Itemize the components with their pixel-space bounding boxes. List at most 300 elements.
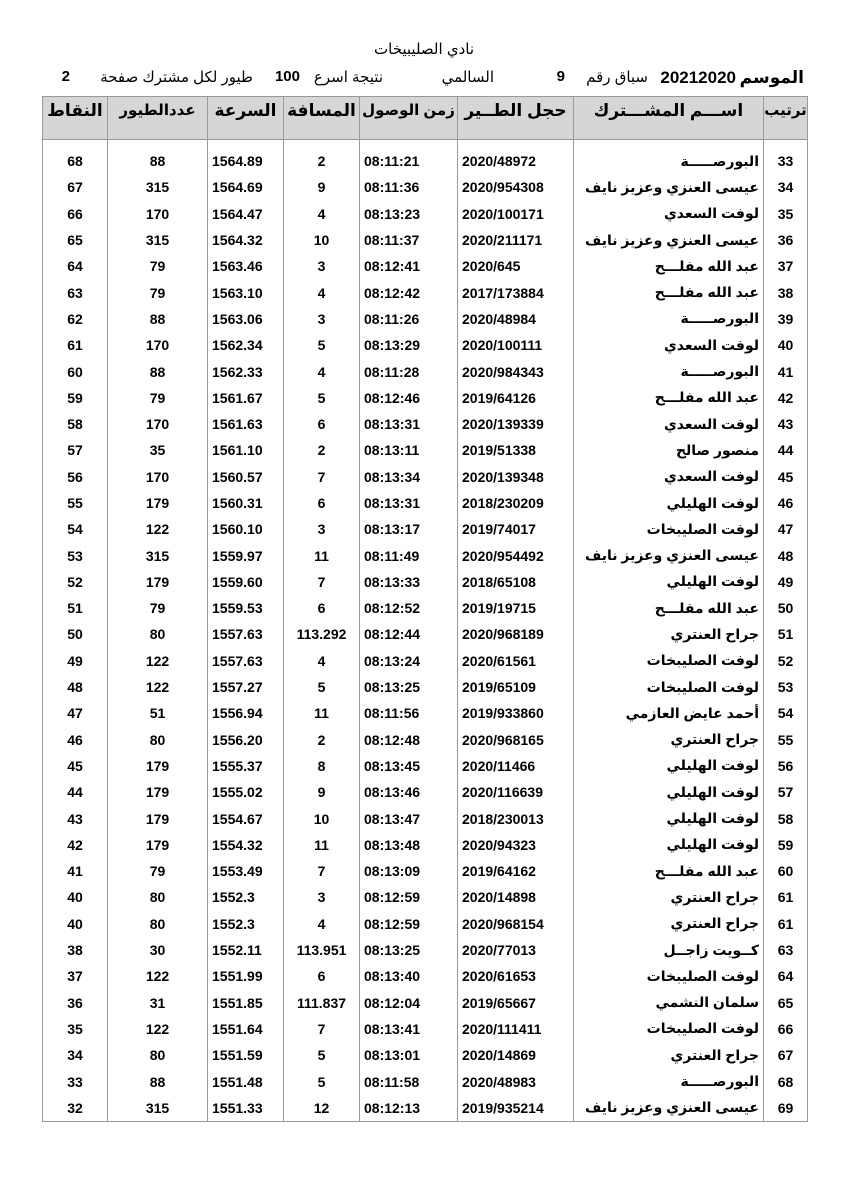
speed-cell: 1560.10 (208, 516, 284, 542)
rank-cell: 49 (764, 569, 808, 595)
distance-cell: 4 (284, 648, 360, 674)
participant-cell: لوفت الصليبخات (574, 674, 764, 700)
birds-cell: 170 (108, 201, 208, 227)
table-row (43, 753, 808, 779)
table-row (43, 174, 808, 200)
birds-cell: 79 (108, 253, 208, 279)
birds-cell: 122 (108, 1016, 208, 1042)
participant-cell: لوفت الهليلي (574, 490, 764, 516)
rank-cell: 42 (764, 385, 808, 411)
rank-cell: 35 (764, 201, 808, 227)
arrival-time-cell: 08:13:41 (360, 1016, 458, 1042)
points-cell: 60 (43, 358, 108, 384)
birds-cell: 80 (108, 621, 208, 647)
distance-cell: 3 (284, 253, 360, 279)
table-row (43, 937, 808, 963)
table-row (43, 569, 808, 595)
birds-count: 100 (274, 68, 300, 85)
points-cell: 58 (43, 411, 108, 437)
points-cell: 49 (43, 648, 108, 674)
participant-cell: عيسى العنزي وعزيز نايف (574, 174, 764, 200)
points-cell: 40 (43, 884, 108, 910)
birds-cell: 80 (108, 727, 208, 753)
ring-cell: 2020/48983 (458, 1068, 574, 1094)
distance-cell: 2 (284, 437, 360, 463)
ring-cell: 2020/968165 (458, 727, 574, 753)
rank-cell: 43 (764, 411, 808, 437)
speed-cell: 1563.06 (208, 306, 284, 332)
participant-cell: سلمان النشمي (574, 990, 764, 1016)
arrival-time-cell: 08:13:29 (360, 332, 458, 358)
column-header-points: النقاط (43, 97, 108, 140)
table-row (43, 621, 808, 647)
arrival-time-cell: 08:12:04 (360, 990, 458, 1016)
arrival-time-cell: 08:13:09 (360, 858, 458, 884)
birds-cell: 179 (108, 805, 208, 831)
ring-cell: 2020/954308 (458, 174, 574, 200)
speed-cell: 1551.33 (208, 1095, 284, 1122)
table-row (43, 727, 808, 753)
rank-cell: 67 (764, 1042, 808, 1068)
table-body (43, 140, 808, 1122)
distance-cell: 8 (284, 753, 360, 779)
rank-cell: 37 (764, 253, 808, 279)
points-cell: 44 (43, 779, 108, 805)
participant-cell: منصور صالح (574, 437, 764, 463)
arrival-time-cell: 08:12:52 (360, 595, 458, 621)
arrival-time-cell: 08:11:56 (360, 700, 458, 726)
points-cell: 41 (43, 858, 108, 884)
speed-cell: 1559.60 (208, 569, 284, 595)
speed-cell: 1552.3 (208, 911, 284, 937)
arrival-time-cell: 08:13:46 (360, 779, 458, 805)
birds-cell: 30 (108, 937, 208, 963)
table-row (43, 779, 808, 805)
distance-cell: 113.292 (284, 621, 360, 647)
speed-cell: 1562.33 (208, 358, 284, 384)
birds-cell: 315 (108, 1095, 208, 1122)
arrival-time-cell: 08:13:33 (360, 569, 458, 595)
arrival-time-cell: 08:13:11 (360, 437, 458, 463)
ring-cell: 2019/51338 (458, 437, 574, 463)
table-row (43, 306, 808, 332)
points-cell: 63 (43, 279, 108, 305)
ring-cell: 2020/48984 (458, 306, 574, 332)
speed-cell: 1551.64 (208, 1016, 284, 1042)
rank-cell: 48 (764, 542, 808, 568)
rank-cell: 53 (764, 674, 808, 700)
birds-cell: 35 (108, 437, 208, 463)
birds-cell: 170 (108, 464, 208, 490)
rank-cell: 41 (764, 358, 808, 384)
race-location: السالمي (441, 69, 494, 86)
birds-cell: 79 (108, 385, 208, 411)
arrival-time-cell: 08:11:26 (360, 306, 458, 332)
birds-cell: 315 (108, 174, 208, 200)
birds-cell: 170 (108, 411, 208, 437)
points-cell: 36 (43, 990, 108, 1016)
rank-cell: 55 (764, 727, 808, 753)
ring-cell: 2020/984343 (458, 358, 574, 384)
rank-cell: 46 (764, 490, 808, 516)
arrival-time-cell: 08:11:58 (360, 1068, 458, 1094)
ring-cell: 2019/933860 (458, 700, 574, 726)
distance-cell: 2 (284, 727, 360, 753)
birds-cell: 80 (108, 1042, 208, 1068)
ring-cell: 2020/139348 (458, 464, 574, 490)
distance-cell: 12 (284, 1095, 360, 1122)
arrival-time-cell: 08:12:59 (360, 911, 458, 937)
arrival-time-cell: 08:13:24 (360, 648, 458, 674)
points-cell: 54 (43, 516, 108, 542)
participant-cell: أحمد عايض العازمي (574, 700, 764, 726)
speed-cell: 1564.89 (208, 148, 284, 174)
rank-cell: 59 (764, 832, 808, 858)
table-row (43, 805, 808, 831)
speed-cell: 1562.34 (208, 332, 284, 358)
table-row (43, 1042, 808, 1068)
table-row (43, 1016, 808, 1042)
points-cell: 34 (43, 1042, 108, 1068)
distance-cell: 5 (284, 674, 360, 700)
distance-cell: 6 (284, 411, 360, 437)
rank-cell: 44 (764, 437, 808, 463)
ring-cell: 2020/14869 (458, 1042, 574, 1068)
table-row (43, 148, 808, 174)
table-row (43, 700, 808, 726)
arrival-time-cell: 08:11:37 (360, 227, 458, 253)
birds-cell: 315 (108, 227, 208, 253)
birds-cell: 88 (108, 358, 208, 384)
participant-cell: لوفت الصليبخات (574, 1016, 764, 1042)
speed-cell: 1564.32 (208, 227, 284, 253)
arrival-time-cell: 08:13:48 (360, 832, 458, 858)
points-cell: 43 (43, 805, 108, 831)
participant-cell: البورصـــــة (574, 1068, 764, 1094)
rank-cell: 33 (764, 148, 808, 174)
arrival-time-cell: 08:11:21 (360, 148, 458, 174)
distance-cell: 7 (284, 1016, 360, 1042)
ring-cell: 2020/645 (458, 253, 574, 279)
season-label: الموسم (739, 68, 804, 87)
points-cell: 32 (43, 1095, 108, 1122)
arrival-time-cell: 08:13:31 (360, 411, 458, 437)
points-cell: 46 (43, 727, 108, 753)
distance-cell: 11 (284, 700, 360, 726)
distance-cell: 7 (284, 858, 360, 884)
birds-cell: 315 (108, 542, 208, 568)
rank-cell: 34 (764, 174, 808, 200)
participant-cell: لوفت السعدي (574, 411, 764, 437)
distance-cell: 3 (284, 516, 360, 542)
table-row (43, 201, 808, 227)
race-label: سباق رقم (586, 69, 648, 86)
birds-cell: 79 (108, 858, 208, 884)
participant-cell: لوفت السعدي (574, 464, 764, 490)
participant-cell: جراح العنتري (574, 911, 764, 937)
points-cell: 53 (43, 542, 108, 568)
results-table (42, 96, 808, 1122)
column-header-speed: السرعة (208, 97, 284, 140)
distance-cell: 4 (284, 358, 360, 384)
rank-cell: 38 (764, 279, 808, 305)
birds-cell: 79 (108, 279, 208, 305)
birds-cell: 122 (108, 963, 208, 989)
birds-cell: 80 (108, 911, 208, 937)
arrival-time-cell: 08:13:01 (360, 1042, 458, 1068)
table-row (43, 832, 808, 858)
participant-cell: لوفت الصليبخات (574, 963, 764, 989)
page-number: 2 (61, 68, 70, 85)
distance-cell: 5 (284, 1068, 360, 1094)
ring-cell: 2020/100111 (458, 332, 574, 358)
participant-cell: لوفت السعدي (574, 332, 764, 358)
speed-cell: 1561.63 (208, 411, 284, 437)
speed-cell: 1560.57 (208, 464, 284, 490)
table-row (43, 963, 808, 989)
participant-cell: جراح العنتري (574, 1042, 764, 1068)
ring-cell: 2018/230209 (458, 490, 574, 516)
points-cell: 66 (43, 201, 108, 227)
ring-cell: 2019/935214 (458, 1095, 574, 1122)
participant-cell: لوفت الهليلي (574, 805, 764, 831)
ring-cell: 2020/61653 (458, 963, 574, 989)
rank-cell: 50 (764, 595, 808, 621)
arrival-time-cell: 08:12:59 (360, 884, 458, 910)
points-cell: 61 (43, 332, 108, 358)
distance-cell: 11 (284, 832, 360, 858)
rank-cell: 61 (764, 884, 808, 910)
birds-cell: 122 (108, 516, 208, 542)
birds-cell: 88 (108, 306, 208, 332)
rank-cell: 56 (764, 753, 808, 779)
participant-cell: لوفت الهليلي (574, 569, 764, 595)
arrival-time-cell: 08:12:48 (360, 727, 458, 753)
participant-cell: لوفت الصليبخات (574, 648, 764, 674)
ring-cell: 2020/116639 (458, 779, 574, 805)
rank-cell: 60 (764, 858, 808, 884)
birds-cell: 88 (108, 148, 208, 174)
points-cell: 40 (43, 911, 108, 937)
rank-cell: 52 (764, 648, 808, 674)
birds-cell: 79 (108, 595, 208, 621)
points-cell: 37 (43, 963, 108, 989)
participant-cell: عبد الله مفلـــح (574, 279, 764, 305)
result-label: نتيجة اسرع (313, 69, 383, 86)
distance-cell: 6 (284, 490, 360, 516)
arrival-time-cell: 08:13:31 (360, 490, 458, 516)
rank-cell: 69 (764, 1095, 808, 1122)
participant-cell: لوفت الهليلي (574, 779, 764, 805)
table-row (43, 1068, 808, 1094)
distance-cell: 5 (284, 332, 360, 358)
speed-cell: 1556.20 (208, 727, 284, 753)
points-cell: 51 (43, 595, 108, 621)
ring-cell: 2020/968154 (458, 911, 574, 937)
rank-cell: 68 (764, 1068, 808, 1094)
distance-cell: 3 (284, 884, 360, 910)
distance-cell: 10 (284, 805, 360, 831)
distance-cell: 3 (284, 306, 360, 332)
distance-cell: 4 (284, 201, 360, 227)
points-cell: 45 (43, 753, 108, 779)
ring-cell: 2020/61561 (458, 648, 574, 674)
speed-cell: 1552.11 (208, 937, 284, 963)
ring-cell: 2020/14898 (458, 884, 574, 910)
table-row (43, 911, 808, 937)
distance-cell: 7 (284, 464, 360, 490)
distance-cell: 5 (284, 385, 360, 411)
rank-cell: 61 (764, 911, 808, 937)
rank-cell: 65 (764, 990, 808, 1016)
speed-cell: 1559.53 (208, 595, 284, 621)
participant-cell: جراح العنتري (574, 621, 764, 647)
distance-cell: 6 (284, 963, 360, 989)
arrival-time-cell: 08:13:25 (360, 937, 458, 963)
table-row (43, 411, 808, 437)
distance-cell: 111.837 (284, 990, 360, 1016)
participant-cell: عيسى العنزي وعزيز نايف (574, 1095, 764, 1122)
arrival-time-cell: 08:11:49 (360, 542, 458, 568)
table-row (43, 437, 808, 463)
speed-cell: 1564.69 (208, 174, 284, 200)
speed-cell: 1557.63 (208, 621, 284, 647)
points-cell: 59 (43, 385, 108, 411)
distance-cell: 2 (284, 148, 360, 174)
speed-cell: 1551.59 (208, 1042, 284, 1068)
table-row (43, 490, 808, 516)
birds-per-participant-label: طيور لكل مشترك صفحة (100, 69, 253, 86)
ring-cell: 2020/100171 (458, 201, 574, 227)
ring-cell: 2019/65667 (458, 990, 574, 1016)
distance-cell: 5 (284, 1042, 360, 1068)
participant-cell: عبد الله مفلـــح (574, 253, 764, 279)
points-cell: 48 (43, 674, 108, 700)
rank-cell: 51 (764, 621, 808, 647)
rank-cell: 66 (764, 1016, 808, 1042)
table-row (43, 227, 808, 253)
table-row (43, 253, 808, 279)
participant-cell: البورصـــــة (574, 358, 764, 384)
arrival-time-cell: 08:13:25 (360, 674, 458, 700)
participant-cell: لوفت الهليلي (574, 832, 764, 858)
points-cell: 55 (43, 490, 108, 516)
birds-cell: 170 (108, 332, 208, 358)
rank-cell: 39 (764, 306, 808, 332)
rank-cell: 64 (764, 963, 808, 989)
column-header-ring: حجل الطــير (458, 97, 574, 140)
birds-cell: 179 (108, 832, 208, 858)
participant-cell: جراح العنتري (574, 884, 764, 910)
rank-cell: 47 (764, 516, 808, 542)
points-cell: 64 (43, 253, 108, 279)
arrival-time-cell: 08:11:28 (360, 358, 458, 384)
points-cell: 68 (43, 148, 108, 174)
column-header-distance: المسافة (284, 97, 360, 140)
table-row (43, 648, 808, 674)
arrival-time-cell: 08:13:40 (360, 963, 458, 989)
table-header-row (43, 97, 808, 140)
arrival-time-cell: 08:13:47 (360, 805, 458, 831)
points-cell: 38 (43, 937, 108, 963)
rank-cell: 45 (764, 464, 808, 490)
participant-cell: لوفت السعدي (574, 201, 764, 227)
column-header-birds: عددالطيور (108, 97, 208, 140)
ring-cell: 2019/19715 (458, 595, 574, 621)
table-row (43, 884, 808, 910)
table-row (43, 279, 808, 305)
birds-cell: 179 (108, 490, 208, 516)
ring-cell: 2020/48972 (458, 148, 574, 174)
ring-cell: 2020/77013 (458, 937, 574, 963)
distance-cell: 4 (284, 279, 360, 305)
speed-cell: 1553.49 (208, 858, 284, 884)
table-row (43, 332, 808, 358)
points-cell: 67 (43, 174, 108, 200)
distance-cell: 113.951 (284, 937, 360, 963)
points-cell: 57 (43, 437, 108, 463)
speed-cell: 1554.32 (208, 832, 284, 858)
arrival-time-cell: 08:12:42 (360, 279, 458, 305)
speed-cell: 1551.48 (208, 1068, 284, 1094)
participant-cell: جراح العنتري (574, 727, 764, 753)
race-number: 9 (556, 68, 565, 85)
table-row (43, 990, 808, 1016)
rank-cell: 63 (764, 937, 808, 963)
participant-cell: كــويت زاجــل (574, 937, 764, 963)
ring-cell: 2020/111411 (458, 1016, 574, 1042)
participant-cell: لوفت الهليلي (574, 753, 764, 779)
speed-cell: 1560.31 (208, 490, 284, 516)
table-row (43, 385, 808, 411)
participant-cell: البورصـــــة (574, 306, 764, 332)
birds-cell: 122 (108, 674, 208, 700)
birds-cell: 179 (108, 753, 208, 779)
speed-cell: 1561.67 (208, 385, 284, 411)
distance-cell: 9 (284, 779, 360, 805)
rank-cell: 54 (764, 700, 808, 726)
column-header-rank: ترتيب (764, 97, 808, 140)
distance-cell: 6 (284, 595, 360, 621)
table-row (43, 358, 808, 384)
arrival-time-cell: 08:13:45 (360, 753, 458, 779)
table-row (43, 464, 808, 490)
ring-cell: 2019/74017 (458, 516, 574, 542)
points-cell: 42 (43, 832, 108, 858)
ring-cell: 2020/94323 (458, 832, 574, 858)
ring-cell: 2020/139339 (458, 411, 574, 437)
spacer-row (43, 140, 808, 149)
arrival-time-cell: 08:13:23 (360, 201, 458, 227)
club-title: نادي الصليبيخات (374, 41, 474, 58)
points-cell: 35 (43, 1016, 108, 1042)
arrival-time-cell: 08:12:41 (360, 253, 458, 279)
participant-cell: عبد الله مفلـــح (574, 595, 764, 621)
speed-cell: 1554.67 (208, 805, 284, 831)
ring-cell: 2019/64126 (458, 385, 574, 411)
distance-cell: 10 (284, 227, 360, 253)
table-row (43, 542, 808, 568)
speed-cell: 1555.02 (208, 779, 284, 805)
table-row (43, 595, 808, 621)
speed-cell: 1563.10 (208, 279, 284, 305)
table-row (43, 858, 808, 884)
distance-cell: 4 (284, 911, 360, 937)
speed-cell: 1557.27 (208, 674, 284, 700)
points-cell: 33 (43, 1068, 108, 1094)
ring-cell: 2019/65109 (458, 674, 574, 700)
ring-cell: 2020/211171 (458, 227, 574, 253)
